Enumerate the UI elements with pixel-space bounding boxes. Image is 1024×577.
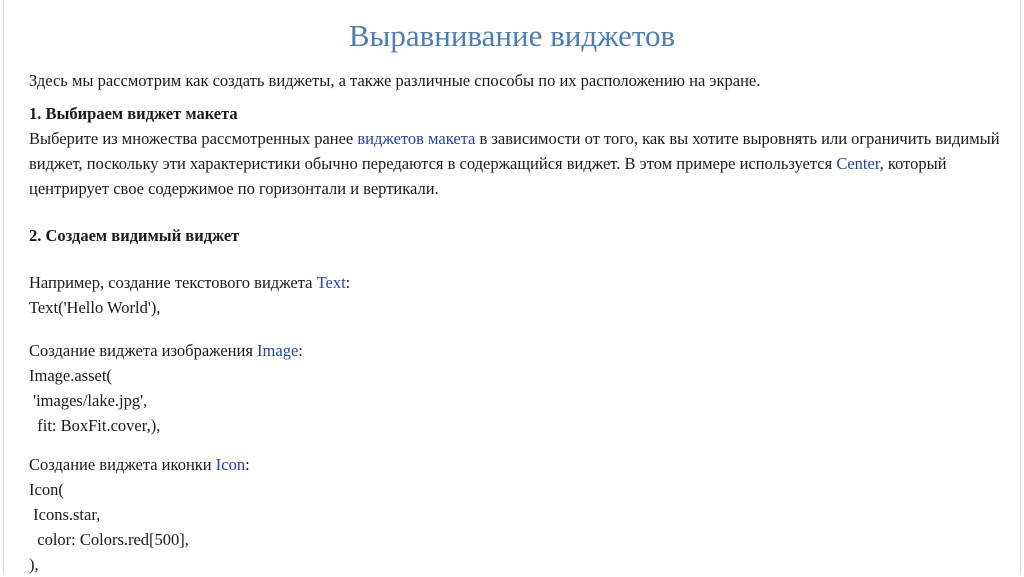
section1-paragraph — [29, 126, 1004, 201]
image-example-label: Создание виджета изображения Image: — [29, 341, 303, 360]
image-link[interactable]: Image — [257, 341, 299, 360]
text-code-line-1: Text('Hello World'), — [29, 298, 161, 317]
intro-paragraph: Здесь мы рассмотрим как создать виджеты, а также различные способы по их расположению на экране. — [29, 71, 761, 90]
left-border — [3, 0, 4, 574]
image-code-line-3: fit: BoxFit.cover,), — [29, 416, 161, 435]
center-link[interactable]: Center — [836, 154, 880, 173]
section1-text-middle: в зависимости от того, как вы хотите выровнять или ограничить видимый виджет, поскольку эти характеристики обычно передаются в содержащийся виджет. В этом примере используется — [29, 129, 1000, 173]
icon-link[interactable]: Icon — [215, 455, 246, 474]
page-title: Выравнивание виджетов — [348, 18, 676, 53]
right-border — [1020, 0, 1021, 574]
section2-heading: 2. Создаем видимый виджет — [29, 226, 240, 245]
icon-example-label: Создание виджета иконки Icon: — [29, 455, 250, 474]
text-example-label: Например, создание текстового виджета Text: — [29, 273, 351, 292]
section1-text-start: Выберите из множества рассмотренных ранее — [29, 129, 358, 148]
icon-code-line-4: ), — [29, 555, 39, 574]
slide-content — [29, 68, 1004, 577]
icon-code-line-1: Icon( — [29, 480, 64, 499]
layout-widgets-link[interactable]: виджетов макета — [357, 129, 476, 148]
image-code-line-2: 'images/lake.jpg', — [29, 391, 148, 410]
image-code-line-1: Image.asset( — [29, 366, 112, 385]
text-link[interactable]: Text — [316, 273, 346, 292]
icon-code-line-2: Icons.star, — [29, 505, 101, 524]
icon-code-line-3: color: Colors.red[500], — [29, 530, 189, 549]
section1-heading: 1. Выбираем виджет макета — [29, 104, 238, 123]
section1-text-end: , который центрирует свое содержимое по горизонтали и вертикали. — [29, 154, 947, 198]
